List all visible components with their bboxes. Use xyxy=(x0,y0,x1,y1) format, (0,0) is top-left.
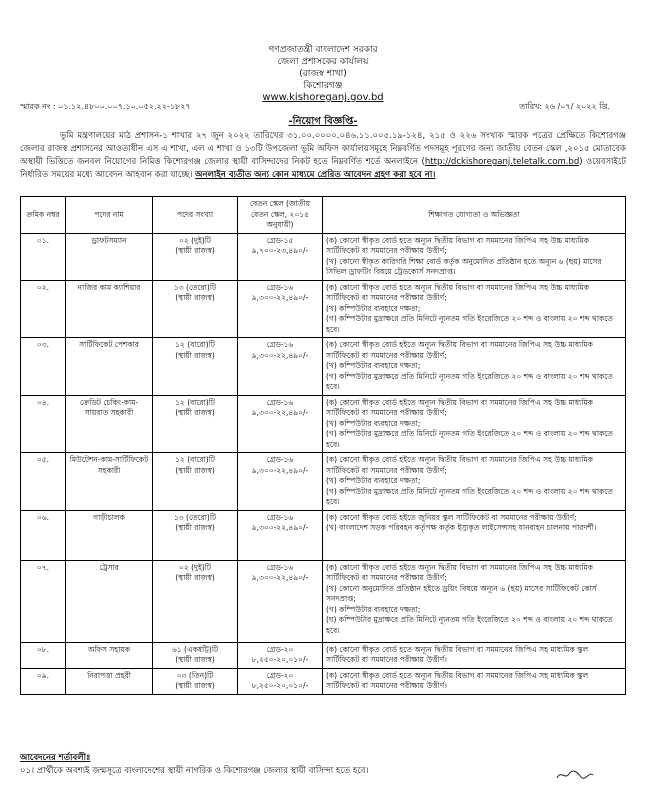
cell-post: ড্রাফটসম্যান xyxy=(66,233,153,280)
cell-post: মিউটেশন-কাম-সার্টিফিকেট সহকারী xyxy=(66,453,153,511)
cell-count: ৬১ (একষট্টি)টি (স্থায়ী রাজস্ব) xyxy=(153,642,238,668)
cell-scale: গ্রেড-১৬ ৯,৩০০-২২,৪৯০/- xyxy=(238,453,323,511)
cell-post: গাড়ীচালক xyxy=(66,510,153,560)
cell-serial: ০৯. xyxy=(21,668,66,694)
terms-item: ০১। প্রার্থীকে অবশ্যই জন্মসূত্রে বাংলাদেশের স্থায়ী নাগরিক ও কিশোরগঞ্জ জেলার স্থায়ী বাসিন্দা হতে হবে। xyxy=(20,766,369,776)
header-qualification: শিক্ষাগত যোগ্যতা ও অভিজ্ঞতা xyxy=(323,197,626,234)
cell-post: নাজির কাম ক্যাশিয়ার xyxy=(66,280,153,338)
cell-scale: গ্রেড-১৫ ৯,৭০০-২৩,৪৯০/- xyxy=(238,233,323,280)
table-row xyxy=(21,453,626,511)
letterhead xyxy=(0,0,646,104)
cell-qualification: (ক) কোনো স্বীকৃত বোর্ড হইতে জুনিয়র স্কুল সার্টিফিকেট বা সমমানের পরীক্ষায় উত্তীর্ণ; (খ) বাংলাদেশ সড়ক পরিবহন কর্তৃপক্ষ কর্তৃক ইস্যুকৃত লাইসেন্সসহ যানবাহন চালনায় পারদর্শী। xyxy=(323,510,626,560)
cell-scale: গ্রেড-২০ ৮,২৫০-২০,০১০/- xyxy=(238,642,323,668)
cell-serial: ০২. xyxy=(21,280,66,338)
section-name: (রাজস্ব শাখা) xyxy=(299,69,347,79)
cell-qualification: (ক) কোনো স্বীকৃত বোর্ড হতে অন্যূন দ্বিতীয় বিভাগ বা সমমানের জিপিএ সহ উচ্চ মাধ্যমিক সার্টিফিকেট বা সমমানের পরীক্ষায় উত্তীর্ণ; (খ) কোনো স্বীকৃত কারিগরি শিক্ষা বোর্ড কর্তৃক অনুমোদিত প্রতিষ্ঠান হতে অন্যূন ৬ (ছয়) মাসের সিভিল ড্রাফটিং বিষয়ে ট্রেডকোর্স সনদপ্রাপ্ত। xyxy=(323,233,626,280)
vacancy-table xyxy=(20,196,626,695)
cell-count: ১২ (বারো)টি (স্থায়ী রাজস্ব) xyxy=(153,453,238,511)
cell-count: ১২ (বারো)টি (স্থায়ী রাজস্ব) xyxy=(153,338,238,396)
cell-post: ট্রেসার xyxy=(66,560,153,642)
online-only-warning: অনলাইন ব্যতীত অন্য কোন মাধ্যমে প্রেরিত আবেদন গ্রহণ করা হবে না। xyxy=(195,170,436,180)
cell-serial: ০৮. xyxy=(21,642,66,668)
cell-qualification: (ক) কোনো স্বীকৃত বোর্ড হইতে অন্যূন দ্বিতীয় বিভাগ বা সমমানের জিপিএ সহ উচ্চ মাধ্যমিক সার্টিফিকেট বা সমমানের পরীক্ষায় উত্তীর্ণ; (খ) কম্পিউটার ব্যবহারে দক্ষতা; (গ) কম্পিউটার মুদ্রাক্ষরে প্রতি মিনিটে ন্যূনতম গতি ইংরেজিতে ২০ শব্দ ও বাংলায় ২০ শব্দ থাকতে হবে। xyxy=(323,338,626,396)
cell-qualification: (ক) কোনো স্বীকৃত বোর্ড হইতে অন্যূন দ্বিতীয় বিভাগ বা সমমানের জিপিএ সহ উচ্চ মাধ্যমিক সার্টিফিকেট বা সমমানের পরীক্ষায় উত্তীর্ণ; (খ) কম্পিউটার ব্যবহারে দক্ষতা; (গ) কম্পিউটার মুদ্রাক্ষরে প্রতি মিনিটে ন্যূনতম গতি ইংরেজিতে ২০ শব্দ ও বাংলায় ২০ শব্দ থাকতে হবে। xyxy=(323,453,626,511)
table-row xyxy=(21,510,626,560)
memo-row xyxy=(20,101,610,114)
table-row xyxy=(21,668,626,694)
terms-heading: আবেদনের শর্তাবলীঃ xyxy=(20,753,91,763)
table-row xyxy=(21,280,626,338)
cell-scale: গ্রেড-১৬ ৯,৩০০-২২,৪৯০/- xyxy=(238,395,323,453)
header-post: পদের নাম xyxy=(66,197,153,234)
application-link[interactable]: http://dckishoreganj.teletalk.com.bd xyxy=(424,157,580,167)
district-name: কিশোরগঞ্জ xyxy=(303,81,343,91)
terms-section xyxy=(20,752,626,778)
cell-count: ১৩ (তেরো)টি (স্থায়ী রাজস্ব) xyxy=(153,510,238,560)
cell-scale: গ্রেড-২০ ৮,২৫০-২০,০১০/- xyxy=(238,668,323,694)
cell-scale: গ্রেড-১৬ ৯,৩০০-২২,৪৯০/- xyxy=(238,338,323,396)
cell-serial: ০৪. xyxy=(21,395,66,453)
cell-serial: ০৬. xyxy=(21,510,66,560)
cell-post: অফিস সহায়ক xyxy=(66,642,153,668)
cell-qualification: (ক) কোনো স্বীকৃত বোর্ড হতে অন্যূন দ্বিতীয় বিভাগ বা সমমানের জিপিএ সহ মাধ্যমিক স্কুল সার্টিফিকেট বা সমমানের পরীক্ষায় উত্তীর্ণ। xyxy=(323,668,626,694)
table-row xyxy=(21,338,626,396)
office-name: জেলা প্রশাসকের কার্যালয় xyxy=(277,57,369,67)
cell-qualification: (ক) কোনো স্বীকৃত বোর্ড হতে অন্যূন দ্বিতীয় বিভাগ বা সমমানের জিপিএ সহ মাধ্যমিক স্কুল সার্টিফিকেট বা সমমানের পরীক্ষায় উত্তীর্ণ। xyxy=(323,642,626,668)
header-serial: ক্রমিক নম্বর xyxy=(21,197,66,234)
cell-qualification: (ক) কোনো স্বীকৃত বোর্ড হতে অন্যূন দ্বিতীয় বিভাগ বা সমমানের জিপিএ সহ উচ্চ মাধ্যমিক সার্টিফিকেট বা সমমানের পরীক্ষায় উত্তীর্ণ; (খ) কম্পিউটার ব্যবহারে দক্ষতা; (গ) কম্পিউটার মুদ্রাক্ষরে প্রতি মিনিটে ন্যূনতম গতি ইংরেজিতে ২০ শব্দ ও বাংলায় ২০ শব্দ থাকতে হবে। xyxy=(323,280,626,338)
notice-title: -নিয়োগ বিজ্ঞপ্তি- xyxy=(288,116,358,127)
cell-serial: ০১. xyxy=(21,233,66,280)
cell-scale: গ্রেড-১৬ ৯,৩০০-২২,৪৯০/- xyxy=(238,560,323,642)
cell-post: সার্টিফিকেট পেশকার xyxy=(66,338,153,396)
intro-paragraph xyxy=(20,130,626,182)
cell-scale: গ্রেড-১৬ ৯,৩০০-২২,৪৯০/- xyxy=(238,510,323,560)
cell-count: ০২ (দুই)টি (স্থায়ী রাজস্ব) xyxy=(153,560,238,642)
govt-name: গণপ্রজাতন্ত্রী বাংলাদেশ সরকার xyxy=(268,45,378,55)
cell-count: ০৩ (তিন)টি (স্থায়ী রাজস্ব) xyxy=(153,668,238,694)
intro-text-2: ) ওয়েবসাইটে নির্ধারিত সময়ের মধ্যে আবেদন আহবান করা যাচ্ছে। xyxy=(20,157,626,180)
signature xyxy=(555,768,595,782)
table-row xyxy=(21,233,626,280)
header-scale: বেতন স্কেল (জাতীয় বেতন স্কেল, ২০১৫ অনুযায়ী) xyxy=(238,197,323,234)
cell-qualification: (ক) কোনো স্বীকৃত বোর্ড হইতে অন্যূন দ্বিতীয় বিভাগ বা সমমানের জিপিএ সহ উচ্চ মাধ্যমিক সার্টিফিকেট বা সমমানের পরীক্ষায় উত্তীর্ণ; (খ) কম্পিউটার ব্যবহারে দক্ষতা; (গ) কম্পিউটার মুদ্রাক্ষরে প্রতি মিনিটে ন্যূনতম গতি ইংরেজিতে ২০ শব্দ ও বাংলায় ২০ শব্দ থাকতে হবে। xyxy=(323,395,626,453)
table-row xyxy=(21,642,626,668)
cell-serial: ০৩. xyxy=(21,338,66,396)
cell-count: ০২ (দুই)টি (স্থায়ী রাজস্ব) xyxy=(153,233,238,280)
website-link[interactable]: www.kishoreganj.gov.bd xyxy=(262,92,384,103)
cell-count: ১৩ (তেরো)টি (স্থায়ী রাজস্ব) xyxy=(153,280,238,338)
cell-scale: গ্রেড-১৬ ৯,৩০০-২২,৪৯০/- xyxy=(238,280,323,338)
cell-post: ক্রেডিট চেকিং-কাম-সায়রাত সহকারী xyxy=(66,395,153,453)
memo-date: তারিখ: ২৬ /০৭/ ২০২২ খ্রি. xyxy=(519,102,610,111)
memo-number: স্মারক নং : ০১.১২.৪৮০০.০০৭.১০.০৫২.২২-১৮২৭ xyxy=(20,102,191,111)
cell-post: নিরাপত্তা প্রহরী xyxy=(66,668,153,694)
cell-count: ১২ (বারো)টি (স্থায়ী রাজস্ব) xyxy=(153,395,238,453)
cell-serial: ০৫. xyxy=(21,453,66,511)
table-row xyxy=(21,395,626,453)
intro-text-1: ভূমি মন্ত্রণালয়ের মাঠ প্রশাসন-১ শাখার ২৭ জুন ২০২২ তারিখের ৩১.০০.০০০০.০৪৬.১১.০০৫.১৯-১২৪, ২১৫ ও ২২৬ সংখ্যক স্মারক পত্রের প্রেক্ষিতে কিশোরগঞ্জ জেলার রাজস্ব প্রশাসনের আওতাধীন এস এ শাখা, এল এ শাখা ও ১৩টি উপজেলা ভূমি অফিস কার্যালয়সমূহে নিম্নবর্ণিত পদসমূহ পূরণের জন্য জাতীয় বেতন স্কেল ,২০১৫ মোতাবেক অস্থায়ী ভিত্তিতে জনবল নিয়োগের নিমিত্ত কিশোরগঞ্জ জেলার স্থায়ী বাসিন্দাদের নিকট হতে নিম্নবর্ণিত শর্তে অনলাইনে ( xyxy=(20,131,626,167)
table-header-row xyxy=(21,197,626,234)
cell-serial: ০৭. xyxy=(21,560,66,642)
table-row xyxy=(21,560,626,642)
header-count: পদের সংখ্যা xyxy=(153,197,238,234)
cell-qualification: (ক) কোনো স্বীকৃত বোর্ড হইতে অন্যূন দ্বিতীয় বিভাগ বা সমমানের জিপিএ সহ উচ্চ মাধ্যমিক সার্টিফিকেট বা সমমানের পরীক্ষায় উত্তীর্ণ; (খ) কোনো অনুমোদিত প্রতিষ্ঠান হইতে ড্রয়িং বিষয়ে অন্যূন ৬ (ছয়) মাসের সার্টিফিকেট কোর্স সনদপ্রাপ্ত; (গ) কম্পিউটার ব্যবহারে দক্ষতা; (ঘ) কম্পিউটার মুদ্রাক্ষরে প্রতি মিনিটে ন্যূনতম গতি ইংরেজিতে ২০ শব্দ ও বাংলায় ২০ শব্দ থাকতে হবে। xyxy=(323,560,626,642)
